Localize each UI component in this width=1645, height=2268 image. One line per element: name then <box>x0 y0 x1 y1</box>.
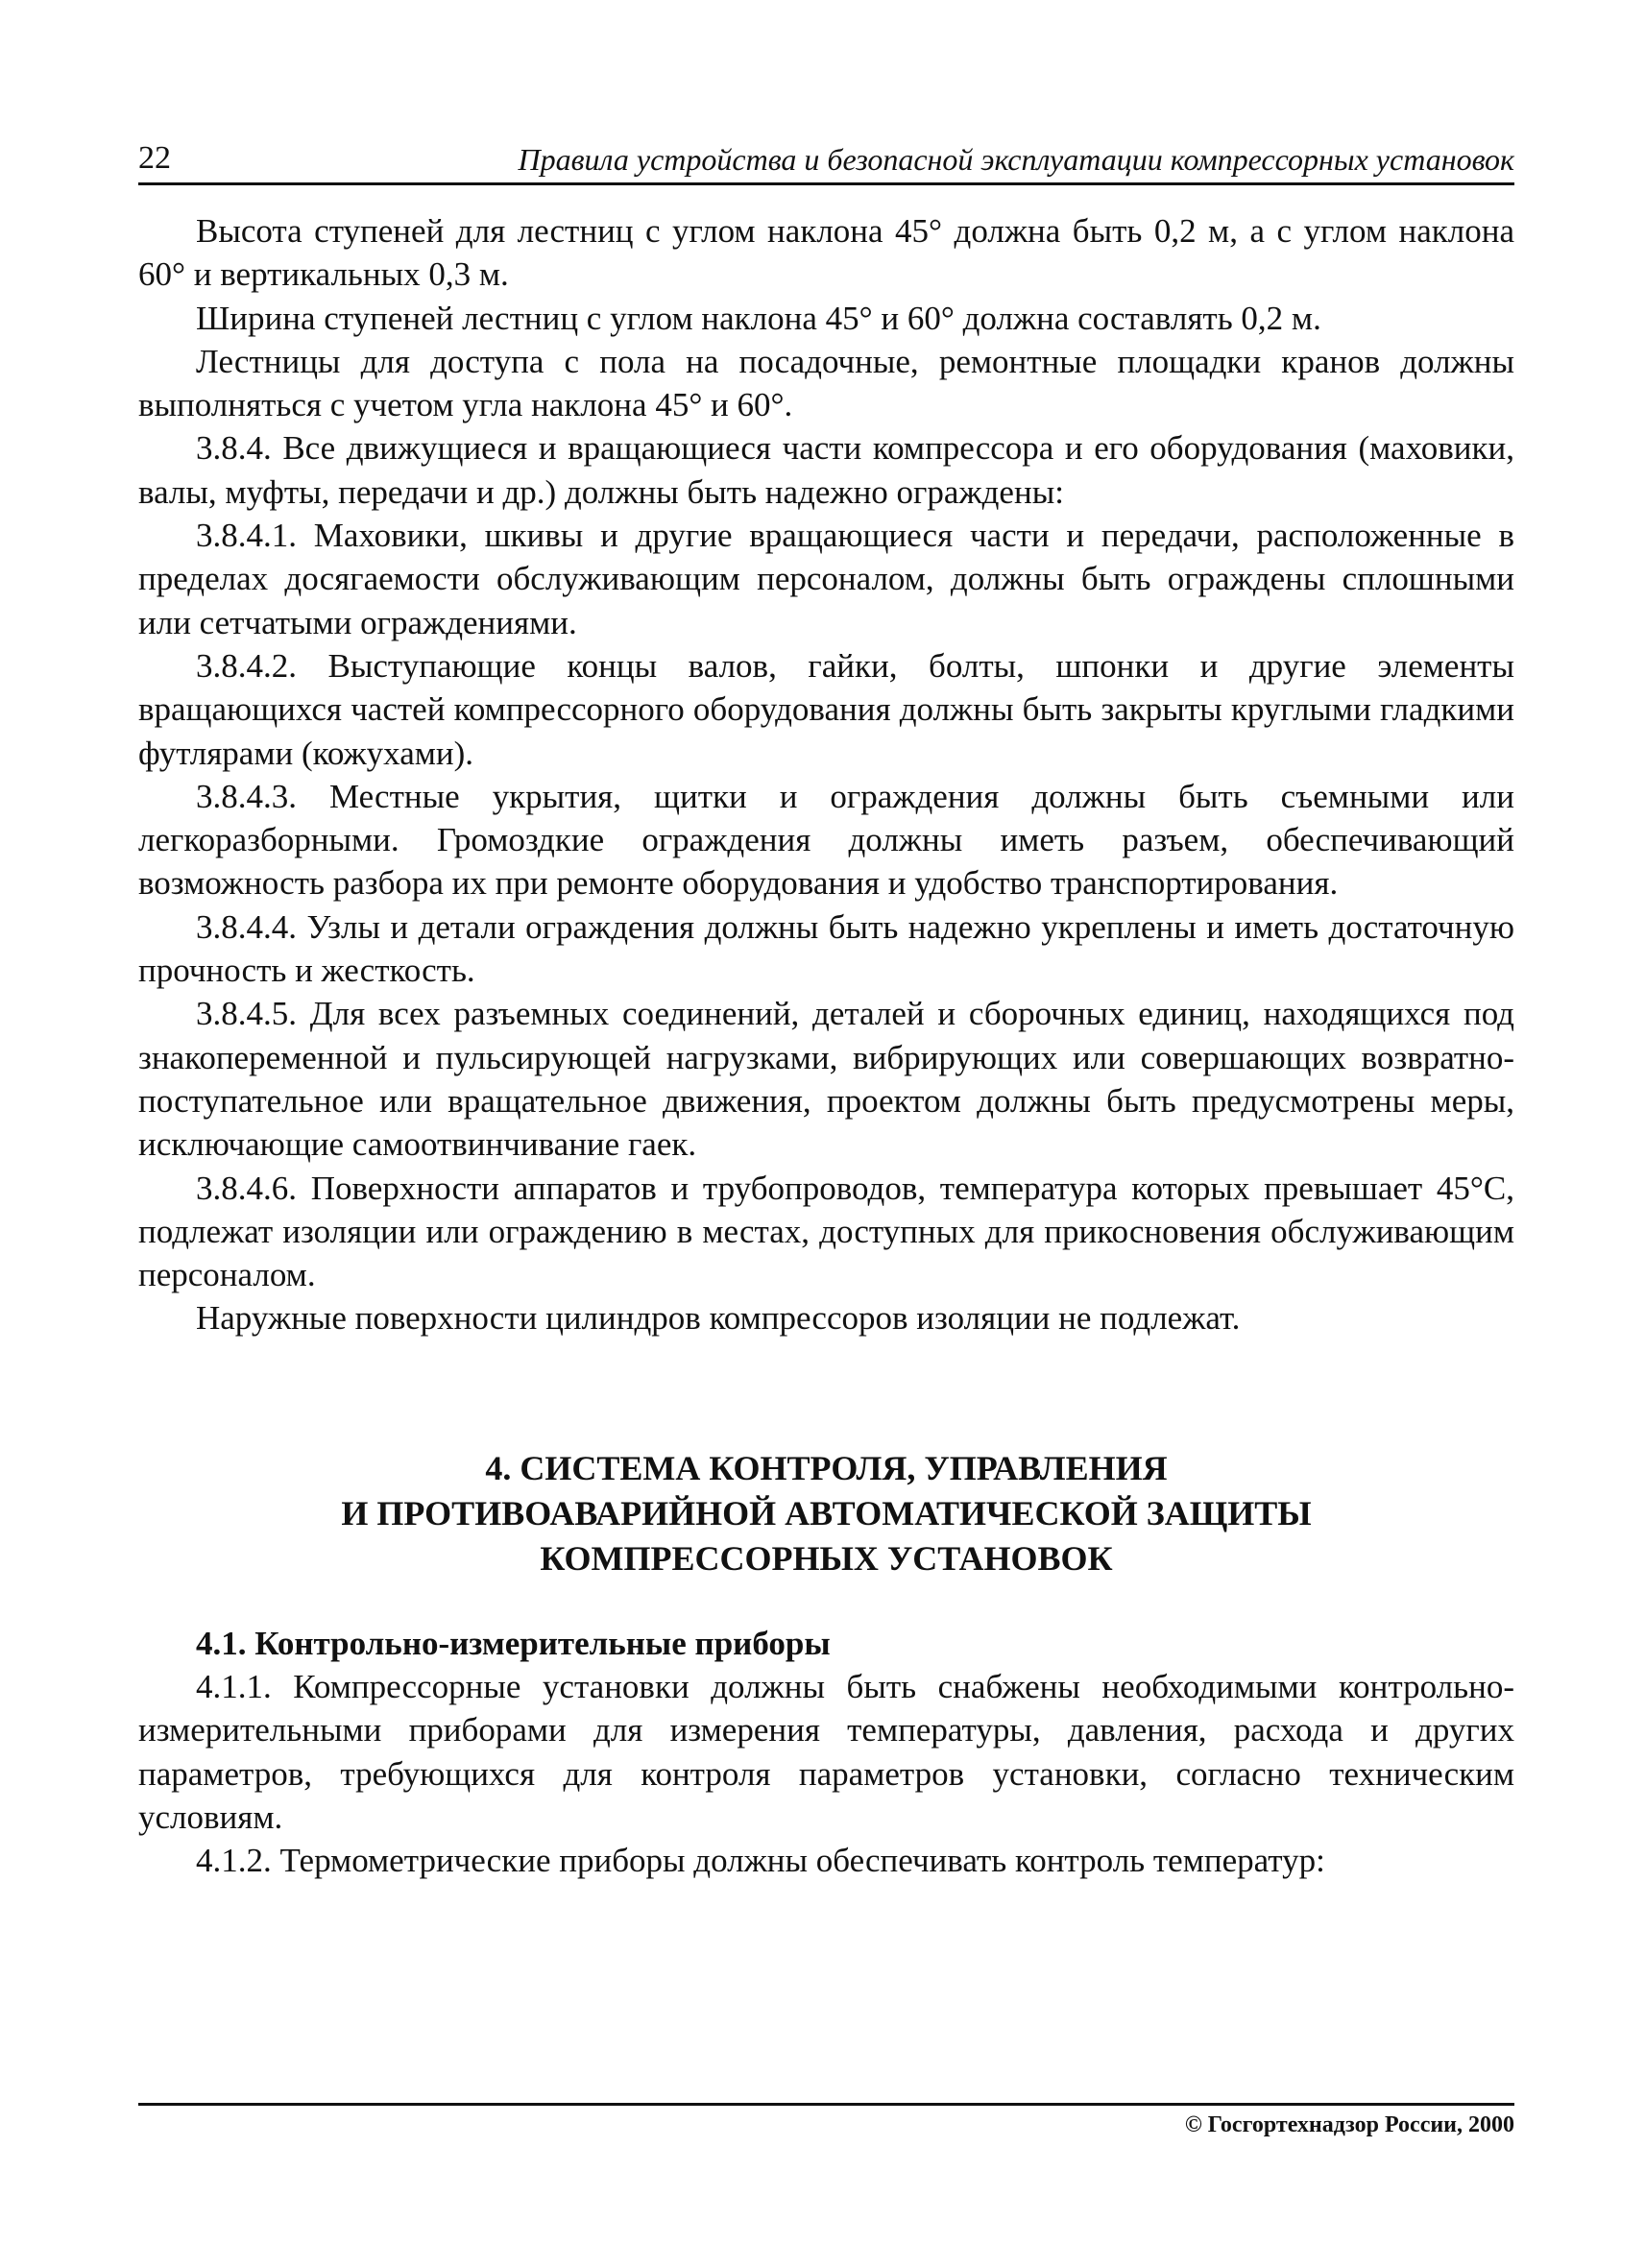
paragraph: 3.8.4. Все движущиеся и вращающиеся части компрессора и его оборудования (маховики, валы, муфты, передачи и др.) должны быть надежно ограждены: <box>138 429 1514 511</box>
paragraph: 3.8.4.3. Местные укрытия, щитки и ограждения должны быть съемными или легкоразборными. Громоздкие ограждения должны иметь разъем, обеспечивающий возможность разбора их при ремонте оборудования и удобство транспортирования. <box>138 777 1514 903</box>
subsection-heading: 4.1. Контрольно-измерительные приборы <box>196 1624 831 1662</box>
paragraph: 3.8.4.4. Узлы и детали ограждения должны быть надежно укреплены и иметь достаточную прочность и жесткость. <box>138 907 1514 990</box>
paragraph: Лестницы для доступа с пола на посадочные, ремонтные площадки кранов должны выполняться с учетом угла наклона 45° и 60°. <box>138 342 1514 424</box>
paragraph: Высота ступеней для лестниц с углом наклона 45° должна быть 0,2 м, а с углом наклона 60° и вертикальных 0,3 м. <box>138 212 1514 294</box>
footer-divider <box>138 2103 1514 2106</box>
paragraph: 3.8.4.1. Маховики, шкивы и другие вращающиеся части и передачи, расположенные в пределах досягаемости обслуживающим персоналом, должны быть ограждены сплошными или сетчатыми ограждениями. <box>138 517 1514 641</box>
paragraph: 3.8.4.2. Выступающие концы валов, гайки, болты, шпонки и другие элементы вращающихся частей компрессорного оборудования должны быть закрыты круглыми гладкими футлярами (кожухами). <box>138 646 1514 772</box>
page-number: 22 <box>138 140 171 176</box>
paragraph: 3.8.4.5. Для всех разъемных соединений, деталей и сборочных единиц, находящихся под знакопеременной и пульсирующей нагрузками, вибрирующих или совершающих возвратно-поступательное или вращательное движения, проектом должны быть предусмотрены меры, исключающие самоотвинчивание гаек. <box>138 995 1514 1164</box>
section-heading-line: 4. СИСТЕМА КОНТРОЛЯ, УПРАВЛЕНИЯ <box>485 1448 1168 1487</box>
paragraph: 4.1.1. Компрессорные установки должны быть снабжены необходимыми контрольно-измерительными приборами для измерения температуры, давления, расхода и других параметров, требующихся для контроля параметров установки, согласно техническим условиям. <box>138 1668 1514 1836</box>
paragraph: 4.1.2. Термометрические приборы должны обеспечивать контроль температур: <box>196 1842 1325 1880</box>
section-heading <box>138 1446 1514 1581</box>
section-heading-line: И ПРОТИВОАВАРИЙНОЙ АВТОМАТИЧЕСКОЙ ЗАЩИТЫ <box>341 1493 1312 1532</box>
page-header <box>138 134 1514 185</box>
paragraph: Ширина ступеней лестниц с углом наклона 45° и 60° должна составлять 0,2 м. <box>196 299 1321 337</box>
page-body <box>138 209 1514 1883</box>
running-title: Правила устройства и безопасной эксплуатации компрессорных установок <box>518 142 1514 177</box>
footer-copyright: © Госгортехнадзор России, 2000 <box>1184 2112 1514 2137</box>
section-heading-line: КОМПРЕССОРНЫХ УСТАНОВОК <box>540 1538 1113 1578</box>
paragraph: 3.8.4.6. Поверхности аппаратов и трубопроводов, температура которых превышает 45°С, подлежат изоляции или ограждению в местах, доступных для прикосновения обслуживающим персоналом. <box>138 1169 1514 1294</box>
paragraph: Наружные поверхности цилиндров компрессоров изоляции не подлежат. <box>196 1299 1241 1338</box>
